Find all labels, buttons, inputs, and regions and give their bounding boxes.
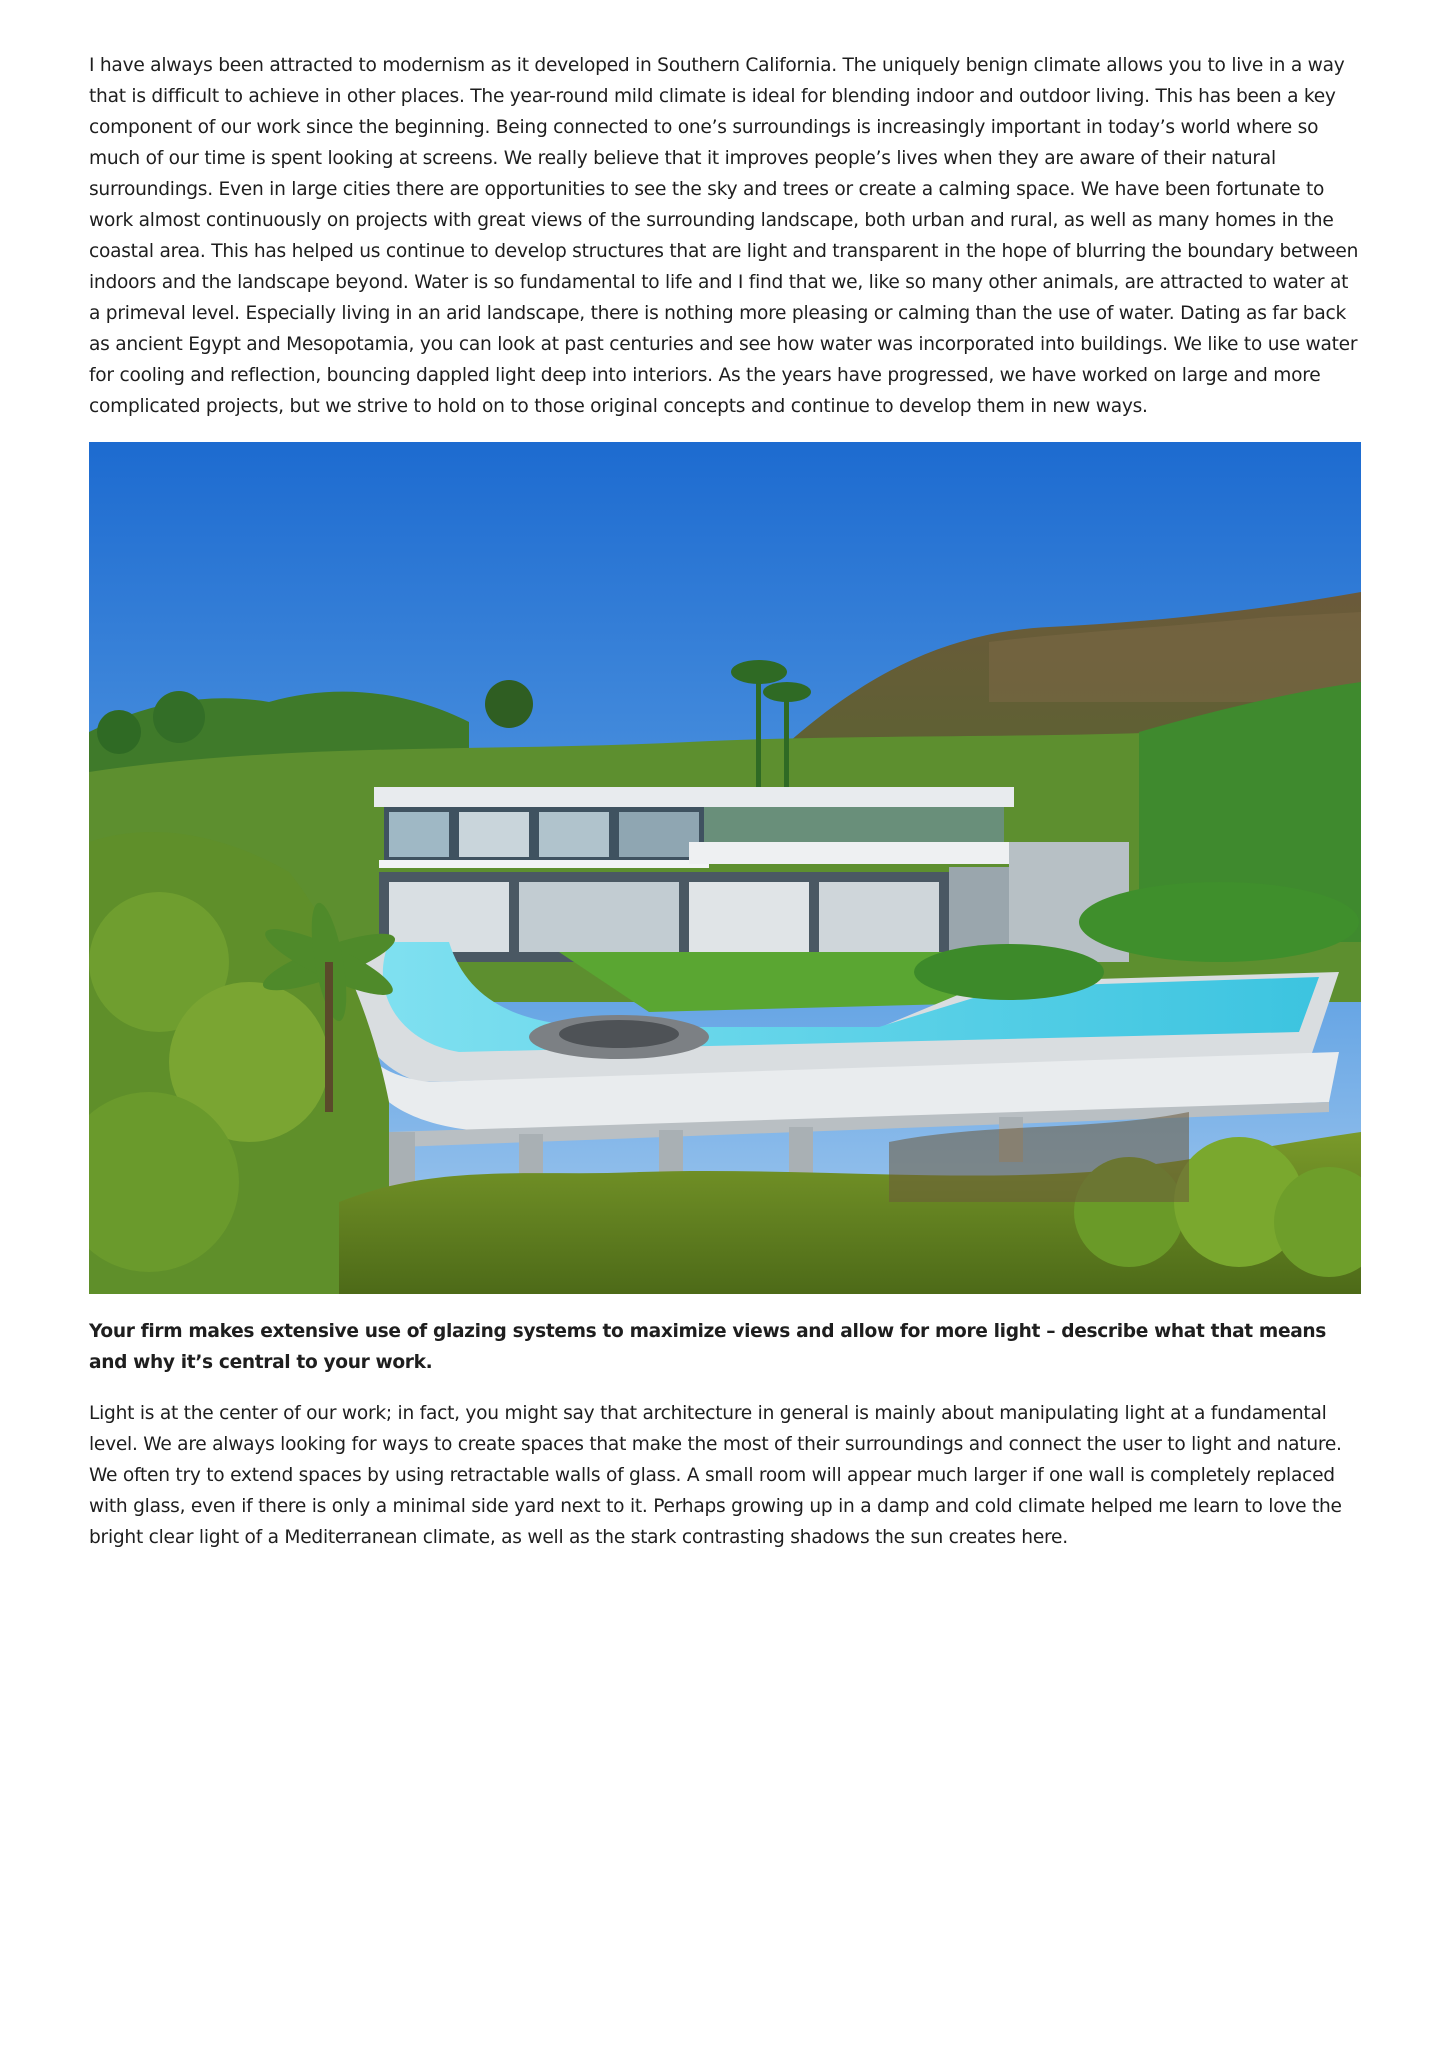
house-photo xyxy=(89,442,1361,1294)
answer-paragraph: Light is at the center of our work; in fact, you might say that architecture in general is mainly about manipulating light at a fundamental level. We are always looking for ways to create spaces that make the most of their surroundings and connect the user to light and nature. We often try to extend spaces by using retractable walls of glass. A small room will appear much larger if one wall is completely replaced with glass, even if there is only a minimal side yard next to it. Perhaps growing up in a damp and cold climate helped me learn to love the bright clear light of a Mediterranean climate, as well as the stark contrasting shadows the sun creates here. xyxy=(89,1403,1342,1548)
intro-paragraph: I have always been attracted to modernism as it developed in Southern California. The uniquely benign climate allows you to live in a way that is difficult to achieve in other places. The year-round mild climate is ideal for blending indoor and outdoor living. This has been a key component of our work since the beginning. Being connected to one’s surroundings is increasingly important in today’s world where so much of our time is spent looking at screens. We really believe that it improves people’s lives when they are aware of their natural surroundings. Even in large cities there are opportunities to see the sky and trees or create a calming space. We have been fortunate to work almost continuously on projects with great views of the surrounding landscape, both urban and rural, as well as many homes in the coastal area. This has helped us continue to develop structures that are light and transparent in the hope of blurring the boundary between indoors and the landscape beyond. Water is so fundamental to life and I find that we, like so many other animals, are attracted to water at a primeval level. Especially living in an arid landscape, there is nothing more pleasing or calming than the use of water. Dating as far back as ancient Egypt and Mesopotamia, you can look at past centuries and see how water was incorporated into buildings. We like to use water for cooling and reflection, bouncing dappled light deep into interiors. As the years have progressed, we have worked on large and more complicated projects, but we strive to hold on to those original concepts and continue to develop them in new ways. xyxy=(89,55,1359,417)
interview-question: Your firm makes extensive use of glazing systems to maximize views and allow for more light – describe what that means and why it’s central to your work. xyxy=(89,1321,1327,1373)
article-page xyxy=(89,50,1361,1553)
modern-hillside-house-with-pool-icon xyxy=(89,442,1361,1294)
